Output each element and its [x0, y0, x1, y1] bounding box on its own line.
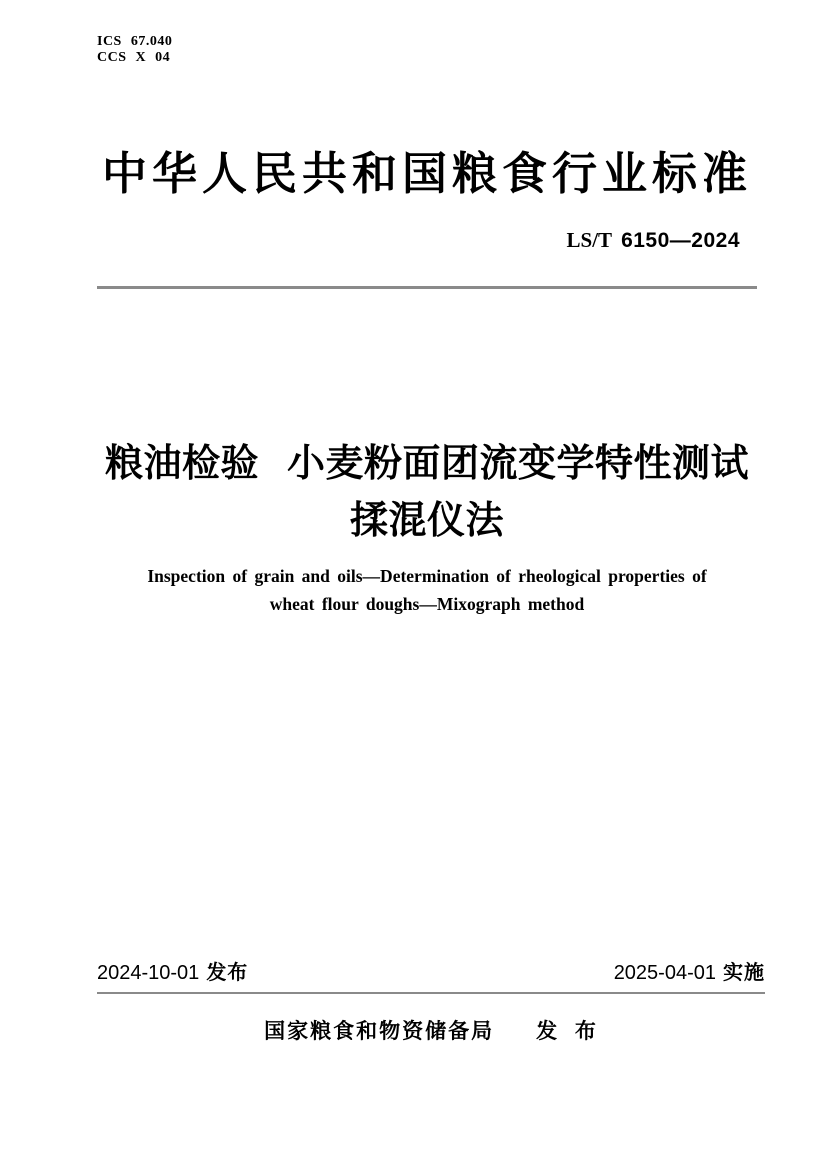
- issue-date: 2024-10-01: [97, 962, 200, 984]
- issue-date-group: [97, 960, 248, 986]
- title-part-subject: 小麦粉面团流变学特性测试: [287, 443, 750, 485]
- bottom-divider-line: [97, 992, 765, 994]
- document-title-en-line2: wheat flour doughs—Mixograph method: [269, 594, 585, 614]
- document-title-en: [57, 562, 797, 618]
- issue-label: 发布: [206, 962, 249, 984]
- standard-code-number: 6150—2024: [621, 229, 740, 252]
- title-part-inspection: 粮油检验: [104, 443, 259, 485]
- standard-code-prefix: LS/T: [566, 228, 613, 252]
- document-title-cn-line2: 揉混仪法: [349, 500, 504, 542]
- publish-action-label: 发 布: [536, 1020, 598, 1043]
- publisher-row: [97, 1015, 765, 1045]
- classification-block: [97, 34, 172, 66]
- ccs-code: CCS X 04: [97, 50, 171, 65]
- ics-code: ICS 67.040: [97, 34, 173, 49]
- document-title-cn: [77, 436, 777, 550]
- document-title-cn-line1: [77, 436, 777, 493]
- dates-row: [97, 960, 765, 986]
- standard-code: [567, 228, 740, 253]
- standard-series-title: 中华人民共和国粮食行业标准: [101, 148, 752, 199]
- document-title-en-line1: Inspection of grain and oils—Determination of rheological properties of: [147, 566, 707, 586]
- implementation-date-group: [614, 960, 765, 986]
- top-divider-line: [97, 286, 757, 289]
- publisher-agency: 国家粮食和物资储备局: [264, 1020, 495, 1043]
- implementation-date: 2025-04-01: [613, 962, 716, 984]
- implementation-label: 实施: [723, 962, 765, 984]
